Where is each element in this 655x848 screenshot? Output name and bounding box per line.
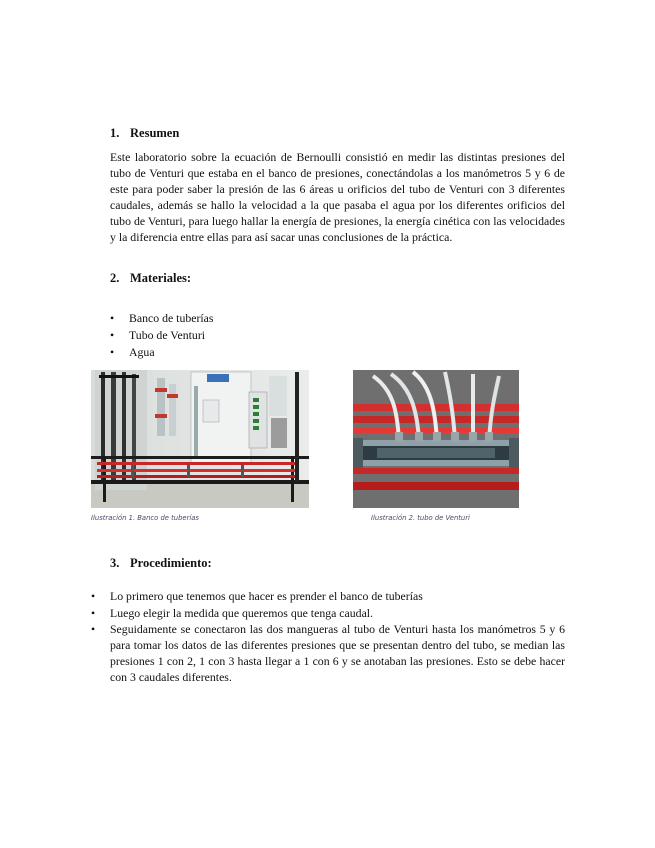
bullet-icon: • [91,622,96,637]
materials-list [110,310,214,361]
figure-caption: Ilustración 2. tubo de Venturi [371,514,470,522]
section-title: Materiales: [130,271,192,285]
list-item: • Lo primero que tenemos que hacer es prender el banco de tuberías [91,589,423,603]
figure-banco-de-tuberias-image [91,370,309,508]
list-item: • Luego elegir la medida que queremos que tenga caudal. [91,605,374,620]
bullet-icon: • [110,328,115,342]
list-item: • Tubo de Venturi [110,328,206,342]
list-item: • Agua [110,345,155,359]
figure-tubo-de-venturi-image [353,370,519,508]
list-item: • Seguidamente se conectaron las dos mangueras al tubo de Venturi hasta los manómetros 5 y 6 para tomar los datos de las diferentes presiones que se presentan dentro del tubo, se median las presiones 1 con 2, 1 con 3 hasta llegar a 1 con 6 y se anotaban las presiones. Esto se debe hacer con 3 caudales diferentes. [91,622,565,685]
section-heading-materiales [110,271,191,286]
section-number: 2. [110,271,120,285]
section-title: Procedimiento: [130,556,212,570]
bullet-icon: • [91,589,96,603]
section-heading-resumen [110,126,179,141]
bullet-icon: • [91,605,96,620]
section-number: 1. [110,126,120,140]
procedure-list [91,588,565,686]
section-heading-procedimiento [110,556,212,571]
section-number: 3. [110,556,120,570]
list-item: • Banco de tuberías [110,311,214,325]
bullet-icon: • [110,345,115,359]
bullet-icon: • [110,311,115,325]
figure-caption: Ilustración 1. Banco de tuberías [91,514,199,522]
section-title: Resumen [130,126,180,140]
resumen-paragraph: Este laboratorio sobre la ecuación de Bernoulli consistió en medir las distintas presiones del tubo de Venturi que estaba en el banco de presiones, conectándolas a los manómetros 5 y 6 de este para poder saber la presión de las 6 áreas u orificios del tubo de Venturi con 3 diferentes caudales, además se hallo la velocidad a la que pasaba el agua por los diferentes orificios del tubo de Venturi, para luego hallar la energía de presiones, la energía cinética con las velocidades y la diferencia entre ellas para así sacar unas conclusiones de la práctica. [110,150,565,244]
